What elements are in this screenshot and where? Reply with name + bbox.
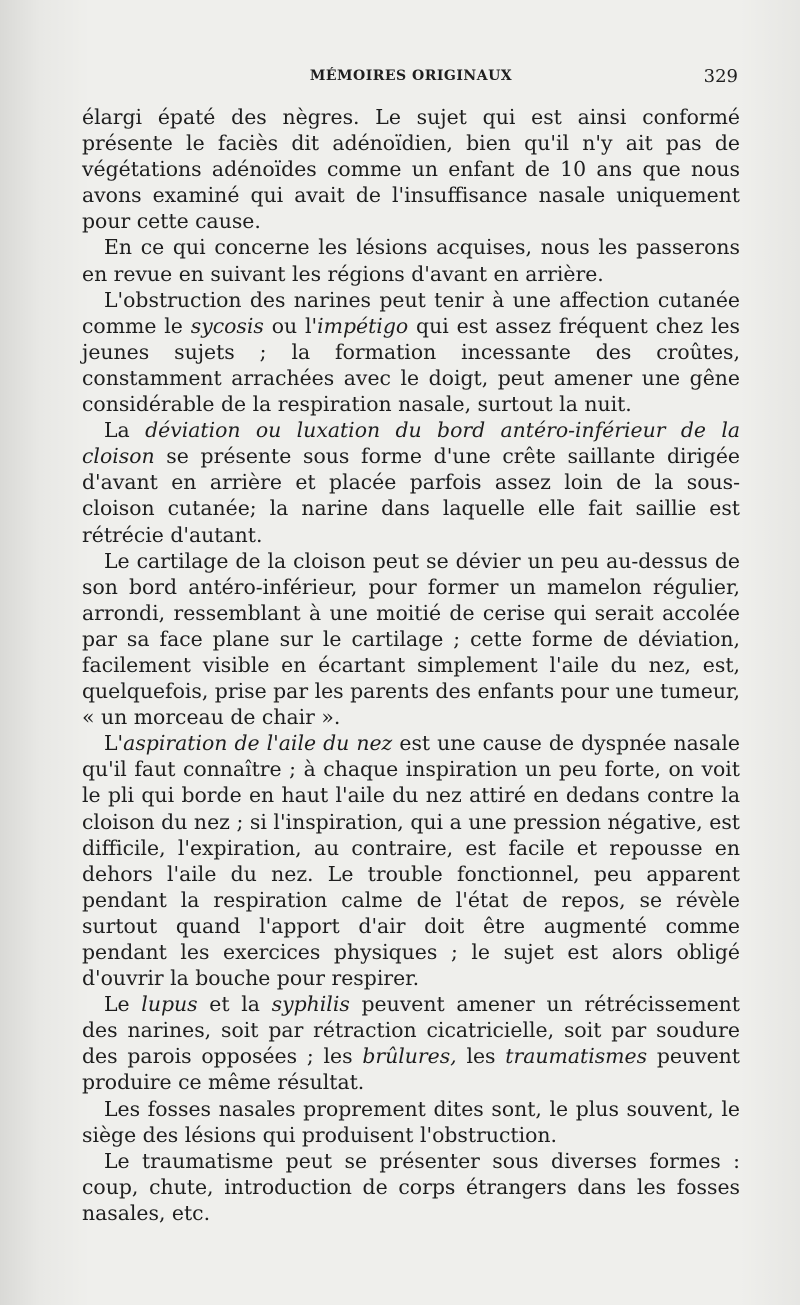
running-head: MÉMOIRES ORIGINAUX (309, 68, 513, 84)
text-run: ou l' (263, 313, 318, 338)
text-run: En ce qui concerne les lésions acquises, nous les passerons en revue en suivant les régions d'avant en arrière. (82, 235, 740, 286)
italic-term: brûlures, (362, 1044, 457, 1069)
paragraph (82, 287, 740, 417)
paragraph (82, 548, 740, 731)
text-run: Les fosses nasales proprement dites sont, le plus souvent, le siège des lésions qui produisent l'obstruction. (82, 1096, 740, 1147)
italic-term: syphilis (271, 992, 350, 1017)
text-run: élargi épaté des nègres. Le sujet qui est ainsi conformé présente le faciès dit adénoïdien, bien qu'il n'y ait pas de végétations adénoïdes comme un enfant de 10 ans que nous avons examiné qui avait de l'insuffisance nasale uniquement pour cette cause. (82, 105, 740, 234)
text-run: Le (104, 992, 142, 1017)
text-run: L' (104, 731, 124, 756)
text-run: et la (197, 992, 272, 1017)
italic-term: aspiration de l'aile du nez (123, 731, 393, 756)
text-run: peuvent amener un rétrécissement des narines, soit par rétraction cicatricielle, soit par soudure des parois opposées ; les (82, 992, 740, 1069)
italic-term: déviation ou luxation du bord antéro-inférieur de la cloison (82, 418, 741, 469)
page-header (82, 64, 740, 90)
text-run: La (104, 418, 146, 443)
paragraph (82, 234, 740, 286)
page-number: 329 (703, 66, 738, 87)
text-run: Le traumatisme peut se présenter sous diverses formes : coup, chute, introduction de corps étrangers dans les fosses nasales, etc. (82, 1148, 740, 1225)
text-run: L'obstruction des narines peut tenir à une affection cutanée comme le (82, 287, 740, 338)
body-text (82, 104, 740, 1226)
paragraph (82, 1148, 740, 1226)
italic-term: sycosis (190, 313, 264, 338)
text-run: se présente sous forme d'une crête saillante dirigée d'avant en arrière et placée parfois assez loin de la sous-cloison cutanée; la narine dans laquelle elle fait saillie est rétrécie d'autant. (82, 444, 740, 547)
paragraph (82, 991, 740, 1095)
paragraph (82, 1096, 740, 1148)
text-run: est une cause de dyspnée nasale qu'il faut connaître ; à chaque inspiration un peu forte, on voit le pli qui borde en haut l'aile du nez attiré en dedans contre la cloison du nez ; si l'inspiration, qui a une pression négative, est difficile, l'expiration, au contraire, est facile et repousse en dehors l'aile du nez. Le trouble fonctionnel, peu apparent pendant la respiration calme de l'état de repos, se révèle surtout quand l'apport d'air doit être augmenté comme pendant les exercices physiques ; le sujet est alors obligé d'ouvrir la bouche pour respirer. (82, 731, 740, 991)
paragraph (82, 417, 740, 547)
text-run: les (456, 1044, 506, 1069)
paragraph (82, 730, 740, 991)
italic-term: traumatismes (505, 1044, 648, 1069)
paragraph (82, 104, 740, 234)
text-run: Le cartilage de la cloison peut se dévier un peu au-dessus de son bord antéro-inférieur, pour former un mamelon régulier, arrondi, ressemblant à une moitié de cerise qui serait accolée par sa face plane sur le cartilage ; cette forme de déviation, facilement visible en écartant simplement l'aile du nez, est, quelquefois, prise par les parents des enfants pour une tumeur, « un morceau de chair ». (82, 548, 740, 730)
text-run: qui est assez fréquent chez les jeunes sujets ; la formation incessante des croûtes, constamment arrachées avec le doigt, peut amener une gêne considérable de la respiration nasale, surtout la nuit. (82, 313, 740, 417)
italic-term: impétigo (317, 313, 409, 338)
text-run: peuvent produire ce même résultat. (82, 1044, 740, 1095)
italic-term: lupus (141, 992, 198, 1017)
